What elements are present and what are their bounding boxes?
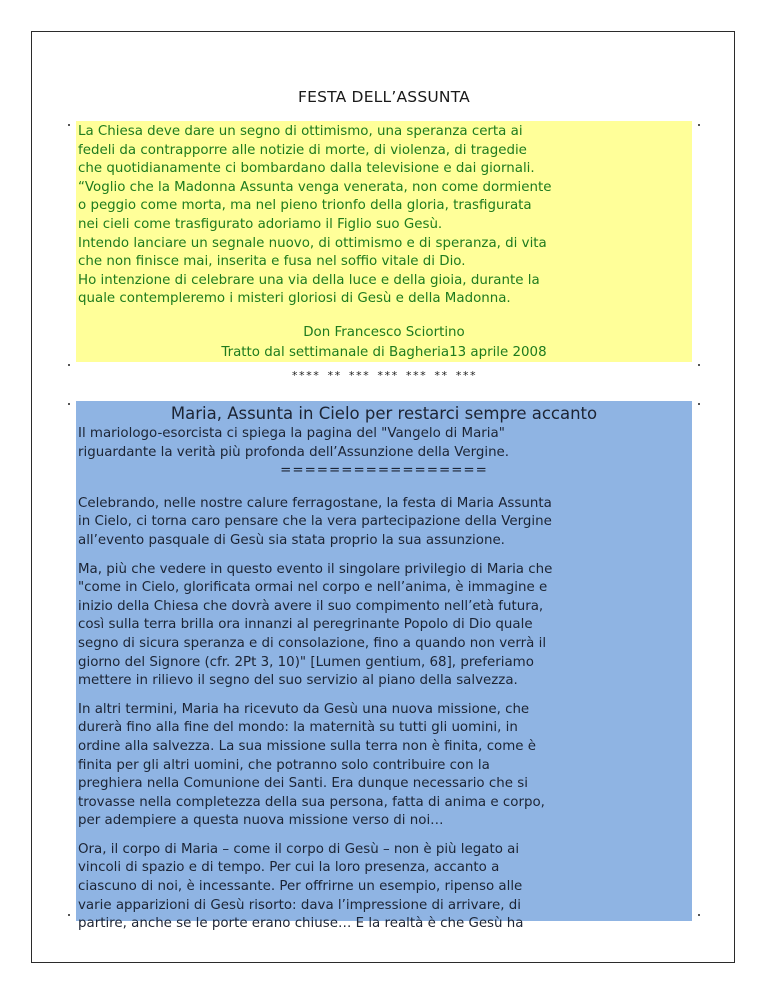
paragraph-line: in Cielo, ci torna caro pensare che la vera partecipazione della Vergine <box>78 514 552 530</box>
paragraph-line: ordine alla salvezza. La sua missione sulla terra non è finita, come è <box>78 738 537 754</box>
quote-line: “Voglio che la Madonna Assunta venga venerata, non come dormiente <box>78 179 552 195</box>
quote-line: o peggio come morta, ma nel pieno trionfo della gloria, trasfigurata <box>78 198 532 214</box>
paragraph-line: Ora, il corpo di Maria – come il corpo di Gesù – non è più legato ai <box>78 841 520 857</box>
article-paragraph <box>78 701 690 831</box>
quote-line: quale contempleremo i misteri gloriosi di Gesù e della Madonna. <box>78 291 511 307</box>
corner-mark <box>698 914 700 916</box>
paragraph-line: finita per gli altri uomini, che potranno solo contribuire con la <box>78 757 490 773</box>
quote-line: che quotidianamente ci bombardano dalla televisione e dai giornali. <box>78 161 535 177</box>
corner-mark <box>698 364 700 366</box>
paragraph-line: Celebrando, nelle nostre calure ferragostane, la festa di Maria Assunta <box>78 495 552 511</box>
corner-mark <box>68 364 70 366</box>
separator-stars: **** ** *** *** *** ** *** <box>291 369 477 382</box>
paragraph-line: inizio della Chiesa che dovrà avere il suo compimento nell’età futura, <box>78 598 544 614</box>
paragraph-line: In altri termini, Maria ha ricevuto da Gesù una nuova missione, che <box>78 701 530 717</box>
paragraph-line: trovasse nella completezza della sua persona, fatta di anima e corpo, <box>78 794 545 810</box>
paragraph-line: segno di sicura speranza e di consolazione, fino a quando non verrà il <box>78 635 547 651</box>
corner-mark <box>68 914 70 916</box>
paragraph-line: preghiera nella Comunione dei Santi. Era dunque necessario che si <box>78 776 528 792</box>
paragraph-line: vincoli di spazio e di tempo. Per cui la loro presenza, accanto a <box>78 860 500 876</box>
corner-mark <box>68 124 70 126</box>
corner-mark <box>68 403 70 405</box>
paragraph-line: ciascuno di noi, è incessante. Per offrirne un esempio, ripenso alle <box>78 879 523 895</box>
quote-line: Intendo lanciare un segnale nuovo, di ottimismo e di speranza, di vita <box>78 235 547 251</box>
quote-line: nei cieli come trasfigurato adoriamo il Figlio suo Gesù. <box>78 216 443 232</box>
quote-line: La Chiesa deve dare un segno di ottimismo, una speranza certa ai <box>78 124 523 139</box>
paragraph-line: giorno del Signore (cfr. 2Pt 3, 10)" [Lumen gentium, 68], preferiamo <box>78 654 534 670</box>
article-paragraph <box>78 495 690 551</box>
corner-mark <box>698 124 700 126</box>
paragraph-line: Ma, più che vedere in questo evento il singolare privilegio di Maria che <box>78 561 553 577</box>
article-paragraph <box>78 561 690 691</box>
equals-divider: ================= <box>280 463 488 479</box>
article-paragraph <box>78 841 690 934</box>
paragraph-line: per adempiere a questa nuova missione verso di noi… <box>78 813 444 829</box>
paragraph-line: mettere in rilievo il segno del suo servizio al piano della salvezza. <box>78 673 518 689</box>
paragraph-line: così sulla terra brilla ora innanzi al peregrinante Popolo di Dio quale <box>78 617 533 633</box>
paragraph-line: partire, anche se le porte erano chiuse… E la realtà è che Gesù ha <box>78 916 524 932</box>
paragraph-line: varie apparizioni di Gesù risorto: dava l’impressione di arrivare, di <box>78 897 521 913</box>
article-subtitle-line: riguardante la verità più profonda dell’Assunzione della Vergine. <box>78 444 510 460</box>
paragraph-line: durerà fino alla fine del mondo: la maternità su tutti gli uomini, in <box>78 720 518 736</box>
signature <box>78 323 690 363</box>
corner-mark <box>698 403 700 405</box>
paragraph-line: "come in Cielo, glorificata ormai nel corpo e nell’anima, è immagine e <box>78 580 548 596</box>
paragraph-line: all’evento pasquale di Gesù sia stata proprio la sua assunzione. <box>78 532 505 548</box>
source-note: Tratto dal settimanale di Bagheria13 aprile 2008 <box>221 344 547 360</box>
quote-line: che non finisce mai, inserita e fusa nel soffio vitale di Dio. <box>78 254 466 270</box>
quote-box <box>76 121 692 362</box>
quote-line: Ho intenzione di celebrare una via della luce e della gioia, durante la <box>78 272 540 288</box>
article-subtitle-line: Il mariologo-esorcista ci spiega la pagina del "Vangelo di Maria" <box>78 426 505 441</box>
article-box <box>76 401 692 932</box>
page-title: FESTA DELL’ASSUNTA <box>298 88 470 106</box>
quote-line: fedeli da contrapporre alle notizie di morte, di violenza, di tragedie <box>78 142 527 158</box>
article-title: Maria, Assunta in Cielo per restarci sempre accanto <box>170 404 598 423</box>
author-name: Don Francesco Sciortino <box>303 324 465 340</box>
